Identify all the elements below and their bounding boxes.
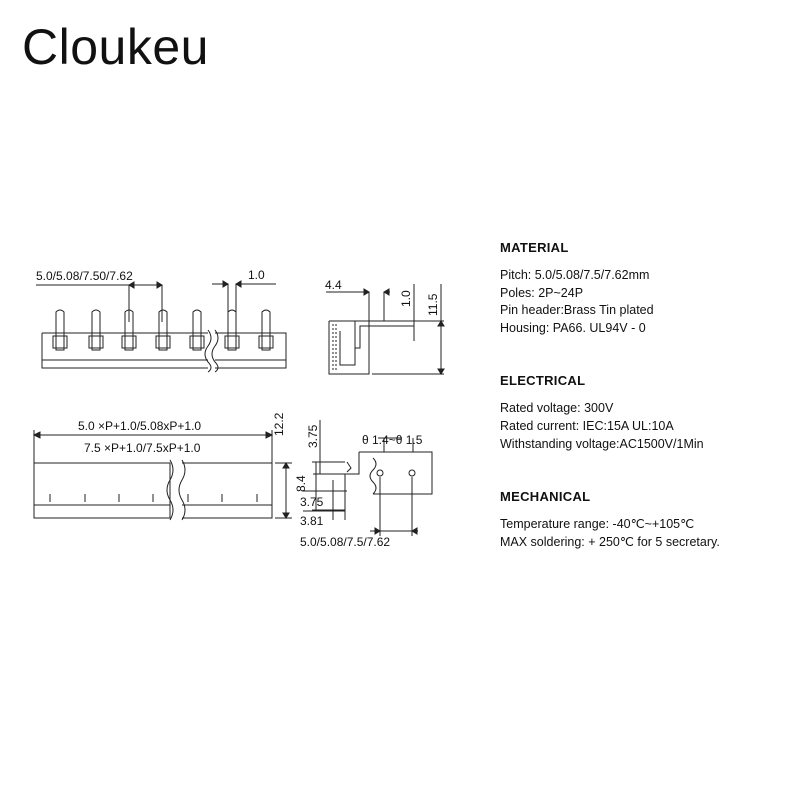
spec-line: Withstanding voltage:AC1500V/1Min	[500, 436, 704, 451]
end-hole-1	[377, 470, 383, 476]
spec-line: Rated voltage: 300V	[500, 401, 614, 416]
side-width-label: 4.4	[325, 278, 342, 292]
end-top-label: 3.75	[306, 424, 320, 448]
top-break-mark-2	[179, 460, 185, 520]
length-label-2: 7.5 ×P+1.0/7.5xP+1.0	[84, 441, 201, 455]
spec-heading: MECHANICAL	[500, 489, 591, 505]
spec-line: Temperature range: -40℃~+105℃	[500, 517, 695, 532]
bottom-pitch-label: 5.0/5.08/7.5/7.62	[300, 535, 391, 549]
end-x2-label: 3.81	[300, 514, 324, 528]
top-housing	[34, 463, 272, 518]
side-width-dimension	[326, 292, 390, 321]
hole-diameter-label: θ 1.4~θ 1.5	[362, 433, 423, 447]
side-tip-label: 1.0	[399, 290, 413, 307]
spec-line: Pin header:Brass Tin plated	[500, 303, 654, 318]
spec-heading: ELECTRICAL	[500, 373, 586, 389]
spec-mechanical	[500, 489, 790, 551]
front-view	[36, 281, 286, 372]
pin-width-dimension-lines	[212, 284, 276, 318]
total-height-label: 12.2	[272, 412, 286, 436]
bottom-pitch-dimension	[370, 477, 418, 536]
side-width-arrows	[364, 289, 389, 295]
spec-material	[500, 240, 790, 337]
pin-width-arrows	[223, 281, 241, 287]
total-height-dimension	[275, 463, 292, 518]
spec-line: Rated current: IEC:15A UL:10A	[500, 418, 674, 433]
specifications	[500, 240, 790, 587]
pin-width-label: 1.0	[248, 268, 265, 282]
front-pins	[53, 310, 273, 350]
pitch-label: 5.0/5.08/7.50/7.62	[36, 269, 133, 283]
end-housing	[347, 452, 432, 494]
spec-line: Housing: PA66. UL94V - 0	[500, 320, 646, 335]
end-x1-label: 3.75	[300, 495, 324, 509]
top-pin-marks	[50, 494, 257, 502]
side-pin	[355, 321, 414, 348]
spec-electrical	[500, 373, 790, 453]
front-break-mark	[205, 330, 211, 372]
pitch-dimension-lines	[36, 285, 162, 322]
end-hole-2	[409, 470, 415, 476]
side-height-label: 11.5	[426, 293, 440, 316]
end-height-label: 8.4	[294, 475, 308, 492]
side-housing-hatch	[333, 324, 336, 370]
brand-logo: Cloukeu	[22, 19, 209, 75]
spec-line: Poles: 2P~24P	[500, 285, 584, 300]
length-label-1: 5.0 ×P+1.0/5.08xP+1.0	[78, 419, 202, 433]
spec-heading: MATERIAL	[500, 240, 569, 255]
front-break-mark-2	[212, 330, 218, 372]
spec-line: Pitch: 5.0/5.08/7.5/7.62mm	[500, 268, 650, 282]
spec-line: MAX soldering: + 250℃ for 5 secretary.	[500, 534, 720, 549]
side-housing	[329, 321, 369, 374]
